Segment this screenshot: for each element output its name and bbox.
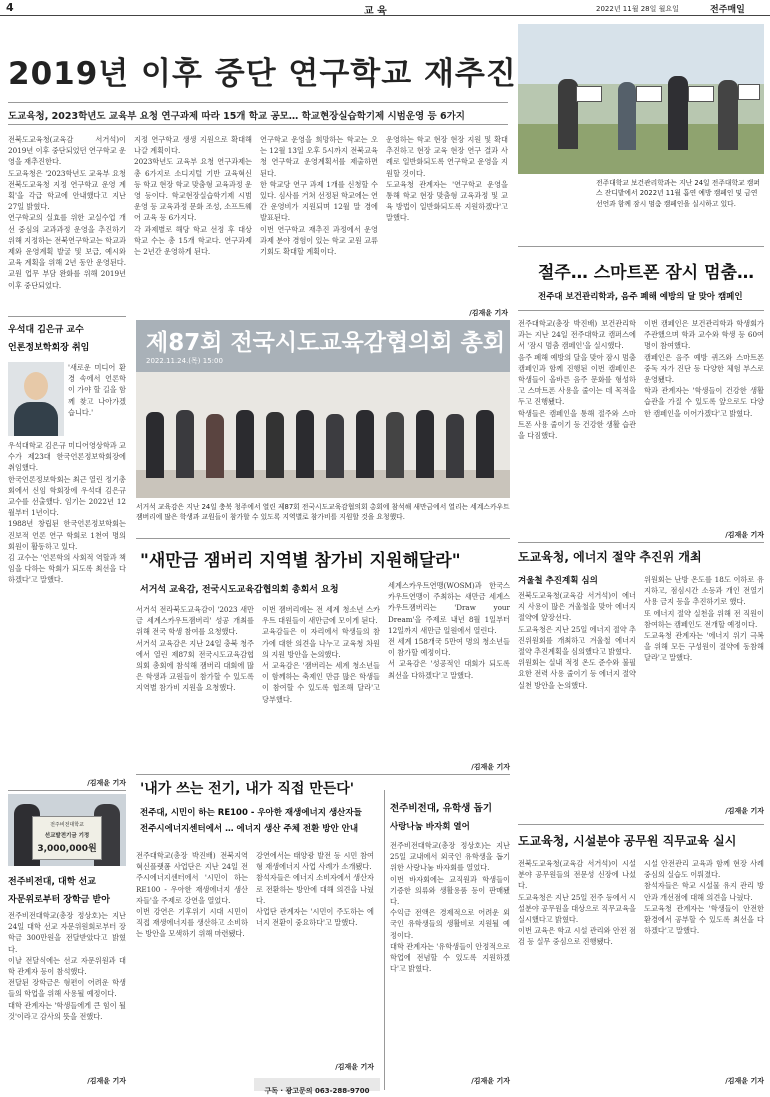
training-headline: 도교육청, 시설분야 공무원 직무교육 실시 bbox=[518, 834, 737, 848]
person bbox=[558, 79, 578, 149]
jamboree-col-1: 서거석 전라북도교육감이 '2023 새만금 세계스카우트잼버리' 성공 개최를 위해 전국 학생 참여를 요청했다. 서거석 교육감은 지난 24일 충북 청주에서 열린 제87회 전국시도교육감협의회 총회에 참석해 잼버리 대회에 많은 학생과 교원들이 참가할 수 있도록 지역별 참가비 지원을 요청했다. bbox=[136, 605, 254, 693]
subscription-text: 구독 · 광고문의 063-288-9700 bbox=[264, 1087, 370, 1095]
paper-name: 전주매일 bbox=[710, 5, 745, 15]
scholarship-board bbox=[32, 816, 102, 860]
electricity-subhead-2: 전주시에너지센터에서 … 에너지 생산 주체 전환 방안 안내 bbox=[140, 824, 359, 834]
board-amount: 3,000,000원 bbox=[37, 844, 97, 854]
ox-sign bbox=[688, 86, 714, 102]
delegate bbox=[266, 412, 284, 478]
vision-body: 전주비전대학교(총장 정상호)는 지난 25일 교내에서 외국인 유학생을 돕기 위한 사랑나눔 바자회를 열었다. 이번 바자회에는 교직원과 학생들이 기증한 의류와 생활용품 등이 판매됐다. 수익금 전액은 경제적으로 어려운 외국인 유학생들의 생활비로 지원될 예정이다. 대학 관계자는 '유학생들이 안정적으로 학업에 전념할 수 있도록 지원하겠다'고 밝혔다. bbox=[390, 841, 510, 974]
ceremony-caption: 서거석 교육감은 지난 24일 충북 청주에서 열린 제87회 전국시도교육감협의회 총회에 참석해 새만금에서 열리는 세계스카우트잼버리에 많은 학생과 교원들이 참가할 수 있도록 지역별로 참가비를 지원할 것을 요청했다. bbox=[136, 503, 510, 522]
ox-sign bbox=[738, 84, 760, 100]
divider bbox=[8, 124, 508, 125]
scholarship-body: 전주비전대학교(총장 정상호)는 지난 24일 대학 선교 자문위원회로부터 장학금 300만원을 전달받았다고 밝혔다. 이날 전달식에는 선교 자문위원과 대학 관계자 등이 참석했다. 전달된 장학금은 형편이 어려운 학생들의 학업을 위해 사용될 예정이다. 대학 관계자는 '학생들에게 큰 힘이 될 것'이라고 감사의 뜻을 전했다. bbox=[8, 911, 126, 1021]
smartphone-subhead: 전주대 보건관리학과, 음주 폐해 예방의 달 맞아 캠페인 bbox=[538, 292, 743, 302]
training-col-1: 전북도교육청(교육감 서거석)이 시설분야 공무원들의 전문성 신장에 나섰다. 도교육청은 지난 25일 전주 등에서 시설분야 공무원을 대상으로 직무교육을 실시했다고 밝혔다. 이번 교육은 학교 시설 관리와 안전 점검 등 실무 중심으로 진행됐다. bbox=[518, 859, 636, 947]
delegate bbox=[356, 410, 374, 478]
delegate bbox=[326, 414, 344, 478]
electricity-col-1: 전주대학교(총장 박진배) 전북지역혁신플랫폼 사업단은 지난 24일 전주시에너지센터에서 '시민이 하는 RE100 - 우아한 재생에너지 생산자들'을 주제로 강연을 열었다. 이번 강연은 기후위기 시대 시민이 직접 재생에너지를 생산하고 소비하는 방안을 모색하기 위해 마련됐다. bbox=[136, 851, 248, 939]
delegate bbox=[206, 414, 224, 478]
jamboree-col-2: 이번 잼버리에는 전 세계 청소년 스카우트 대원들이 새만금에 모이게 된다. 교육감들은 이 자리에서 학생들의 참가에 대한 의견을 나누고 교육청 차원의 지원 방안을 논의했다. 서 교육감은 '잼버리는 세계 청소년들이 함께하는 축제인 만큼 많은 학생들이 참여할 수 있도록 협조해 달라'고 당부했다. bbox=[262, 605, 380, 704]
scholarship-title: 전주비전대, 대학 선교 bbox=[8, 877, 96, 887]
issue-date: 2022년 11월 28일 월요일 bbox=[596, 5, 679, 13]
main-col-2: 지정 연구학교 생생 지원으로 확대해 나갈 계획이다. 2023학년도 교육부 요청 연구과제는 총 6가지로 소디지털 기반 교육혁신 등 학교 현장 학교 맞춤형 교육과정 운영 등이다. 학교현장실습학기제 시범운영 등 교육과정 문화 조성, 소프트웨어 교육 등 6가지다. 각 과제별로 해당 학교 선정 후 대상 학교 수는 총 15개 학교다. 연구과제는 2년간 운영하게 된다. bbox=[134, 135, 252, 257]
profile-photo bbox=[8, 362, 64, 436]
energy-col-1: 전북도교육청(교육감 서거석)이 에너지 사용이 많은 겨울철을 맞아 에너지 절약에 앞장선다. 도교육청은 지난 25일 에너지 절약 추진위원회를 개최하고 겨울철 에너지 절약 추진계획을 심의했다고 밝혔다. 위원회는 실내 적정 온도 준수와 불필요한 전력 사용 줄이기 등 에너지 절약 실천 방안을 논의했다. bbox=[518, 591, 636, 690]
delegate bbox=[176, 410, 194, 478]
page-number: 4 bbox=[6, 1, 14, 14]
jamboree-byline: /김재윤 기자 bbox=[471, 763, 510, 771]
head bbox=[24, 372, 48, 400]
divider bbox=[518, 246, 764, 247]
divider bbox=[8, 316, 126, 317]
jamboree-headline: "새만금 잼버리 지역별 참가비 지원해달라" bbox=[140, 551, 461, 571]
delegate bbox=[476, 410, 494, 478]
training-col-2: 시설 안전관리 교육과 함께 현장 사례 중심의 실습도 이뤄졌다. 참석자들은 학교 시설물 유지 관리 방안과 개선점에 대해 의견을 나눴다. 도교육청 관계자는 '학생들이 안전한 환경에서 공부할 수 있도록 최선을 다하겠다'고 말했다. bbox=[644, 859, 764, 936]
profile-subtitle: 언론정보학회장 취임 bbox=[8, 343, 90, 353]
divider bbox=[136, 538, 510, 539]
divider bbox=[8, 102, 508, 103]
campaign-photo-caption: 전주대학교 보건관리학과는 지난 24일 전주대학교 캠퍼스 잔디밭에서 2022년 11월 흡연 예방 캠페인 및 금연 선언과 함께 잠시 멈춤 캠페인을 실시하고 있다. bbox=[596, 179, 760, 208]
banner-date: 2022.11.24.(목) 15:00 bbox=[146, 357, 223, 365]
section-label: 교 육 bbox=[364, 6, 387, 17]
electricity-subhead-1: 전주대, 시민이 하는 RE100 - 우아한 재생에너지 생산자들 bbox=[140, 808, 362, 818]
delegate bbox=[146, 412, 164, 478]
scholarship-byline: /김재윤 기자 bbox=[87, 1077, 126, 1085]
training-byline: /김재윤 기자 bbox=[725, 1077, 764, 1085]
vision-subhead: 사랑나눔 바자회 열어 bbox=[390, 822, 470, 832]
board-line-2: 선교발전기금 기정 bbox=[44, 833, 90, 839]
electricity-byline: /김재윤 기자 bbox=[335, 1063, 374, 1071]
banner-title: 제87회 전국시도교육감협의회 총회 bbox=[146, 330, 506, 356]
main-byline: /김재윤 기자 bbox=[469, 309, 508, 317]
energy-byline: /김재윤 기자 bbox=[725, 807, 764, 815]
scholarship-photo bbox=[8, 794, 126, 866]
energy-subhead: 겨울철 추진계획 심의 bbox=[518, 576, 598, 586]
profile-body: 우석대학교 김은규 미디어영상학과 교수가 제23대 한국언론정보학회장에 취임했다. 한국언론정보학회는 최근 열린 정기총회에서 신임 학회장에 우석대 김은규 교수를 선출했다. 임기는 2022년 12월부터 1년이다. 1988년 창립된 한국언론정보학회는 진보적 언론 연구 학회로 1천여 명의 회원이 활동하고 있다. 김 교수는 '언론학의 사회적 역할과 책임을 다하는 학회가 되도록 최선을 다하겠다'고 말했다. bbox=[8, 441, 126, 585]
person bbox=[668, 76, 688, 150]
person bbox=[618, 82, 636, 150]
smartphone-headline: 절주… 스마트폰 잠시 멈춤… bbox=[538, 263, 754, 283]
ox-sign bbox=[636, 86, 662, 102]
electricity-col-2: 강연에서는 태양광 발전 등 시민 참여형 재생에너지 사업 사례가 소개됐다. 참석자들은 에너지 소비자에서 생산자로 전환하는 방안에 대해 의견을 나눴다. 사업단 관계자는 '시민이 주도하는 에너지 전환이 중요하다'고 말했다. bbox=[256, 851, 374, 928]
ceremony-banner bbox=[136, 320, 510, 372]
profile-byline: /김재윤 기자 bbox=[87, 779, 126, 787]
smartphone-col-1: 전주대학교(총장 박진배) 보건관리학과는 지난 24일 전주대학교 캠퍼스에서 '잠시 멈춤 캠페인'을 실시했다. 음주 폐해 예방의 달을 맞아 잠시 멈춤 캠페인과 함께 진행된 이번 캠페인은 학생들이 올바른 음주 문화를 형성하고 스마트폰 사용을 줄이는 데 목적을 두고 진행됐다. 학생들은 캠페인을 통해 절주와 스마트폰 사용 줄이기 등 건강한 생활 습관을 다짐했다. bbox=[518, 319, 636, 441]
jamboree-subhead: 서거석 교육감, 전국시도교육감협의회 총회서 요청 bbox=[140, 585, 339, 595]
divider bbox=[518, 310, 764, 311]
main-col-3: 연구학교 운영을 희망하는 학교는 오는 12월 13일 오후 5시까지 전북교육청 연구학교 운영계획서를 제출하면 된다. 한 학교당 연구 과제 1개를 신청할 수 있다. 심사를 거쳐 선정된 학교에는 연간 운영비가 지원되며 12월 말 경에 발표된다. 이번 연구학교 재추진 과정에서 운영 과제 분야 경험이 있는 학교 교원 교류 기회도 확대할 계획이다. bbox=[260, 135, 378, 257]
energy-col-2: 위원회는 난방 온도를 18도 이하로 유지하고, 점심시간 소등과 개인 전열기 사용 금지 등을 추진하기로 했다. 또 에너지 절약 실천을 위해 전 직원이 참여하는 캠페인도 전개할 예정이다. 도교육청 관계자는 '에너지 위기 극복을 위해 모든 구성원이 절약에 동참해 달라'고 말했다. bbox=[644, 575, 764, 663]
main-subhead: 도교육청, 2023학년도 교육부 요청 연구과제 따라 15개 학교 공모… 학교현장실습학기제 시범운영 등 6가지 bbox=[8, 111, 465, 122]
ox-sign bbox=[576, 86, 602, 102]
sky bbox=[518, 24, 764, 84]
delegate bbox=[416, 410, 434, 478]
vision-headline: 전주비전대, 유학생 돕기 bbox=[390, 803, 492, 814]
page-header bbox=[0, 0, 770, 16]
divider bbox=[518, 824, 764, 825]
profile-title: 우석대 김은규 교수 bbox=[8, 325, 84, 335]
ceremony-photo bbox=[136, 320, 510, 498]
person bbox=[718, 80, 738, 150]
scholarship-subtitle: 자문위로부터 장학금 받아 bbox=[8, 895, 110, 905]
delegate bbox=[386, 412, 404, 478]
delegate bbox=[236, 410, 254, 478]
delegate bbox=[296, 410, 314, 478]
divider bbox=[8, 790, 126, 791]
main-headline: 2019년 이후 중단 연구학교 재추진 bbox=[8, 56, 517, 92]
delegate bbox=[446, 414, 464, 478]
board-line-1: 전주비전대학교 bbox=[50, 822, 84, 828]
electricity-headline: '내가 쓰는 전기, 내가 직접 만든다' bbox=[140, 781, 355, 797]
divider bbox=[518, 542, 764, 543]
suit bbox=[14, 402, 58, 436]
smartphone-byline: /김재윤 기자 bbox=[725, 531, 764, 539]
divider bbox=[384, 790, 385, 1090]
main-col-4: 운영하는 학교 현장 현장 지원 및 확대 추진하고 현장 교육 현장 연구 결과 사례로 일반화되도록 연구학교 운영을 지원할 것이다. 도교육청 관계자는 '연구학교 운영을 통해 학교 현장 맞춤형 교육과정 및 교육 방법이 일반화되도록 지원하겠다'고 말했다. bbox=[386, 135, 508, 223]
profile-quote: '새로운 미디어 환경 속에서 언론학이 가야 할 길을 함께 찾고 나아가겠습니다.' bbox=[68, 363, 126, 417]
campaign-photo bbox=[518, 24, 764, 174]
divider bbox=[136, 774, 510, 775]
smartphone-col-2: 이번 캠페인은 보건관리학과 학생회가 주관했으며 학과 교수와 학생 등 60여 명이 참여했다. 캠페인은 음주 예방 퀴즈와 스마트폰 중독 자가 진단 등 다양한 체험 부스로 운영됐다. 학과 관계자는 '학생들이 건강한 생활 습관을 가질 수 있도록 앞으로도 다양한 캠페인을 이어가겠다'고 밝혔다. bbox=[644, 319, 764, 418]
energy-headline: 도교육청, 에너지 절약 추진위 개최 bbox=[518, 550, 702, 564]
jamboree-col-3: 세계스카우트연맹(WOSM)과 한국스카우트연맹이 주최하는 새만금 세계스카우트잼버리는 'Draw your Dream'을 주제로 내년 8월 1일부터 12일까지 새만금 일원에서 열린다. 전 세계 158개국 5만여 명의 청소년들이 참가할 예정이다. 서 교육감은 '성공적인 대회가 되도록 최선을 다하겠다'고 말했다. bbox=[388, 581, 510, 680]
subscription-footer bbox=[254, 1078, 380, 1095]
main-col-1: 전북도교육청(교육감 서거석)이 2019년 이후 중단되었던 연구학교 운영을 재추진한다. 도교육청은 '2023학년도 교육부 요청 전북도교육청 지정 연구학교 운영 계획'을 각급 학교에 안내했다고 지난 27일 밝혔다. 연구학교의 실효를 위한 교실수업 개선 중심의 교과과정 운영을 추진하기 위해 지정하는 전북연구학교는 학교과제와 운영계획 발굴 및 보급, 예시와 교육 계획을 위해 2년 동안 운영된다. 교원 업무 부담 완화를 위해 2019년 이후 중단되었다. bbox=[8, 135, 126, 290]
vision-byline: /김재윤 기자 bbox=[471, 1077, 510, 1085]
